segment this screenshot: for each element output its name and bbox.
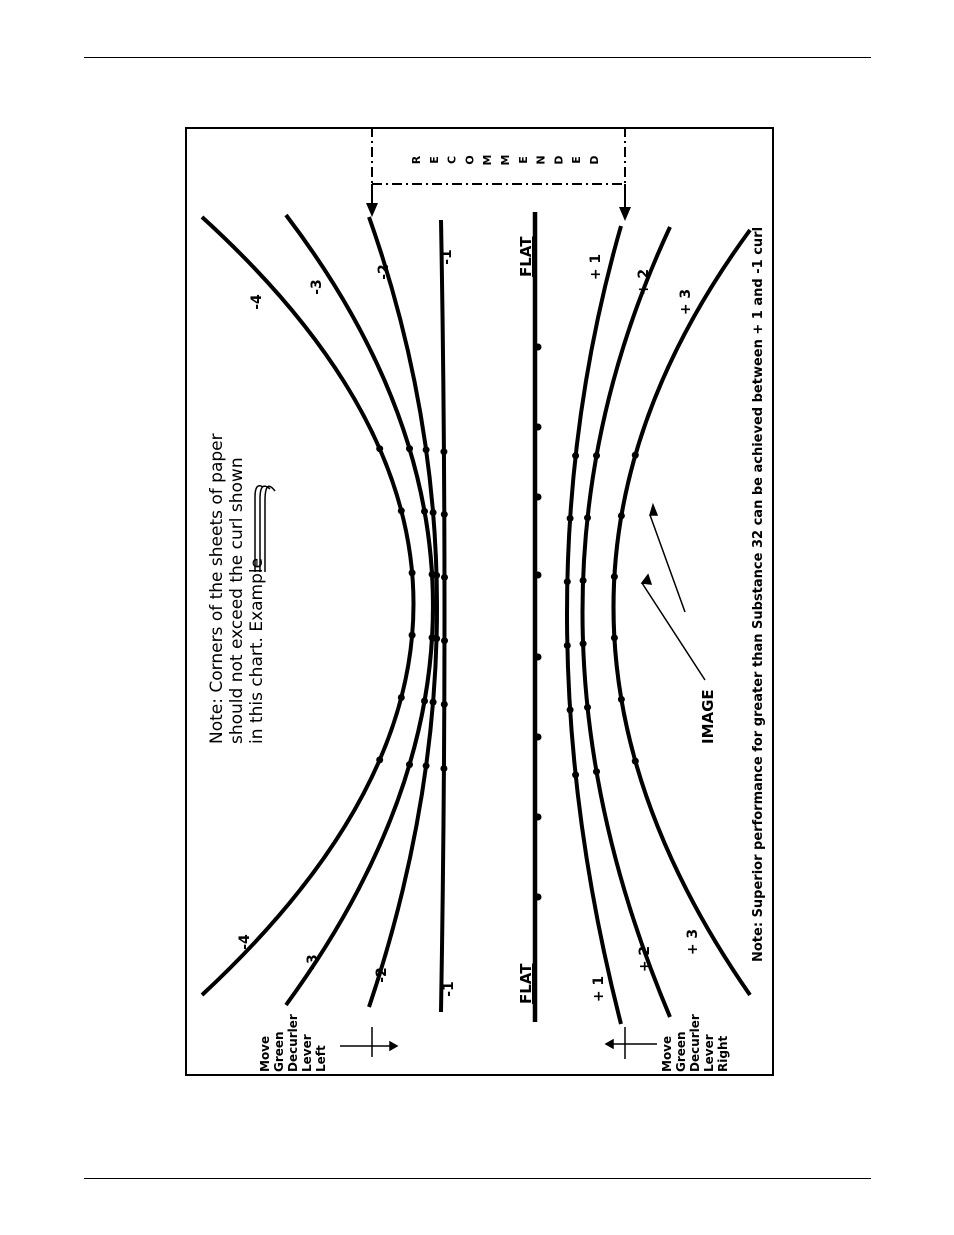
curve-dot [580,577,587,584]
lever-right-line-5: Right [716,1035,730,1072]
flat-label-top: FLAT [517,236,535,277]
curve-dot [572,452,579,459]
curve-dot [567,515,574,522]
note-corners [207,433,267,744]
curve-dot [376,756,383,763]
curve-dot [406,761,413,768]
recommended-letter: O [463,155,477,165]
curve-label-m3: -3 [309,279,325,295]
note-corners-line-3: in this chart. Example [247,557,267,744]
curve-dot [618,512,625,519]
curve-label-p1: + 1 [591,975,607,1003]
curve-label-p2: + 2 [637,945,653,973]
recommended-arrow-left [366,184,378,217]
curve-dot [564,578,571,585]
curve-dot [618,696,625,703]
lever-right-label [660,1014,730,1072]
curve-dot [584,704,591,711]
recommended-letter: M [481,154,495,166]
curve-dot [440,765,447,772]
curve-dot [398,694,405,701]
curve-dot [421,698,428,705]
recommended-arrow-right [619,184,631,221]
lever-left-label [258,1014,328,1072]
recommended-label [410,155,601,166]
flat-label-bottom: FLAT [517,963,535,1004]
note-corners-line-2: should not exceed the curl shown [227,457,247,744]
curve-dot [593,452,600,459]
curve-label-m2: -2 [376,264,392,280]
curve-dot [611,634,618,641]
lever-left-arrow-icon [340,1027,397,1057]
curl-curve-m2 [369,217,437,1007]
curve-dot [580,640,587,647]
recommended-letter: D [552,155,566,165]
lever-right-arrow-icon [606,1027,657,1059]
curve-label-m1: -1 [439,249,455,265]
curve-dot [430,509,437,516]
curl-curves [202,215,750,1024]
curve-dot [423,446,430,453]
recommended-letter: E [427,156,441,164]
bottom-rule [84,1178,871,1179]
curve-dot [632,758,639,765]
curve-dot [398,507,405,514]
curve-label-p2: + 2 [636,268,652,296]
curl-curve-p3 [614,230,751,995]
lever-right-line-4: Lever [702,1034,716,1072]
image-pointer [642,505,705,680]
lever-left-line-3: Decurler [286,1014,300,1072]
curve-dot [409,569,416,576]
curve-dot [441,701,448,708]
curve-label-m1: -1 [441,981,457,997]
curve-dot [406,445,413,452]
curve-dot [564,642,571,649]
curl-curve-p2 [583,227,671,1017]
lever-left-line-1: Move [258,1035,272,1072]
curl-chart [185,127,774,1076]
curve-label-p3: + 3 [678,288,694,316]
lever-left-line-2: Green [272,1031,286,1072]
curve-label-m4: -4 [249,294,265,310]
recommended-letter: M [499,154,512,166]
curve-dot [433,572,440,579]
recommended-letter: E [516,156,530,164]
image-label: IMAGE [699,689,717,744]
curve-dot [421,508,428,515]
curve-label-p3: + 3 [685,928,701,956]
lever-right-line-3: Decurler [688,1014,702,1072]
curve-label-m3: -3 [305,954,321,970]
curve-label-m2: -2 [374,967,390,983]
curve-dot [567,706,574,713]
curve-dot [423,762,430,769]
curve-dot [376,445,383,452]
curve-dot [409,632,416,639]
recommended-letter: N [534,155,548,165]
lever-left-line-4: Lever [300,1034,314,1072]
curve-dot [593,768,600,775]
recommended-letter: C [445,155,459,165]
curve-dot [611,573,618,580]
recommended-letter: E [570,156,584,164]
curve-dots [376,344,639,901]
lever-right-line-2: Green [674,1031,688,1072]
curve-dot [433,635,440,642]
lever-right-line-1: Move [660,1035,674,1072]
note-superior: Note: Superior performance for greater than Substance 32 can be achieved between + 1 and -1 curl [751,226,766,962]
recommended-letter: R [410,155,423,165]
curve-dot [430,699,437,706]
curl-curve-m1 [441,220,445,1012]
curve-dot [441,511,448,518]
curve-dot [632,452,639,459]
curve-dot [584,514,591,521]
curve-label-p1: + 1 [588,253,604,281]
lever-left-line-5: Left [314,1045,328,1072]
recommended-letter: D [588,155,601,165]
curve-dot [441,574,448,581]
note-corners-line-1: Note: Corners of the sheets of paper [207,433,227,744]
curve-label-m4: -4 [237,934,253,950]
curve-dot [440,448,447,455]
curve-dot [441,637,448,644]
top-rule [84,57,871,58]
curve-dot [572,771,579,778]
